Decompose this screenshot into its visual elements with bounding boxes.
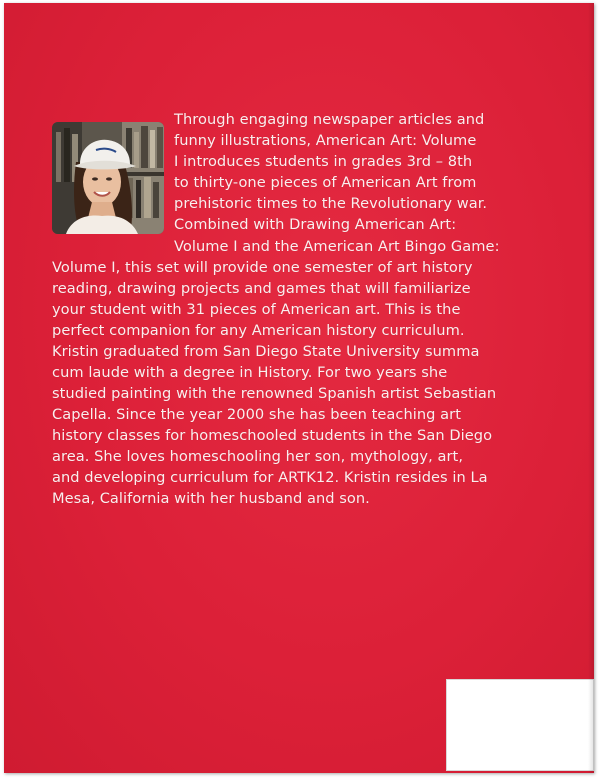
description-line: and developing curriculum for ARTK12. Kristin resides in La xyxy=(52,469,488,486)
description-line: cum laude with a degree in History. For two years she xyxy=(52,364,448,381)
description-line: reading, drawing projects and games that will familiarize xyxy=(52,280,471,297)
description-line: perfect companion for any American history curriculum. xyxy=(52,322,465,339)
book-description xyxy=(4,3,594,773)
description-line: Capella. Since the year 2000 she has been teaching art xyxy=(52,406,461,423)
barcode-placeholder xyxy=(446,679,594,771)
description-line: funny illustrations, American Art: Volume xyxy=(174,132,477,149)
description-line: Mesa, California with her husband and son. xyxy=(52,490,370,507)
description-line: Kristin graduated from San Diego State University summa xyxy=(52,343,480,360)
description-line: to thirty-one pieces of American Art from xyxy=(174,174,477,191)
description-line: Volume I and the American Art Bingo Game: xyxy=(174,238,500,255)
description-line: Through engaging newspaper articles and xyxy=(174,111,485,128)
description-line: I introduces students in grades 3rd – 8th xyxy=(174,153,473,170)
description-line: area. She loves homeschooling her son, mythology, art, xyxy=(52,448,464,465)
description-line: Volume I, this set will provide one semester of art history xyxy=(52,259,473,276)
description-line: history classes for homeschooled students in the San Diego xyxy=(52,427,493,444)
description-line: Combined with Drawing American Art: xyxy=(174,216,457,233)
description-line: studied painting with the renowned Spanish artist Sebastian xyxy=(52,385,497,402)
description-line: prehistoric times to the Revolutionary war. xyxy=(174,195,488,212)
back-cover xyxy=(4,3,594,773)
description-line: your student with 31 pieces of American art. This is the xyxy=(52,301,461,318)
